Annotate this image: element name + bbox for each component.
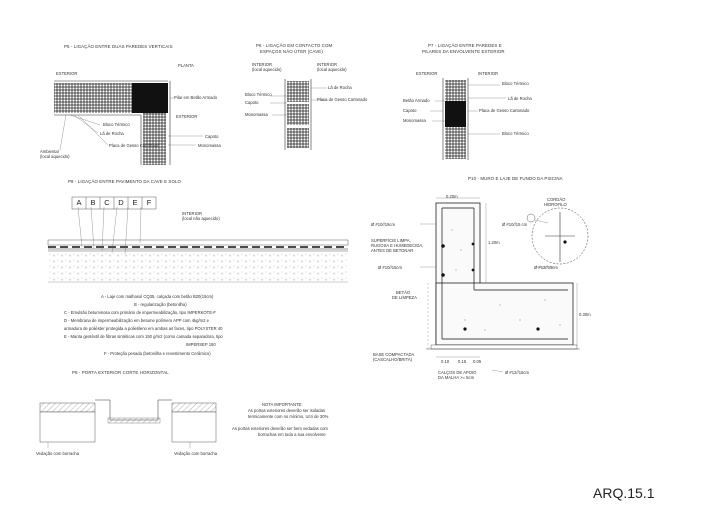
p6-interior-left-sub: (local aquecido) <box>252 67 282 72</box>
p10-dim-side: 0.30m <box>579 312 591 317</box>
p7-placa-label: Placa de Gesso Cartonado <box>479 108 530 113</box>
p8-legend-d: D - Membrana de impermeabilização em betume polímero APP com 4kg/m2 e <box>64 318 209 323</box>
p10-dim-top: 0.20m <box>446 194 458 199</box>
p8-legend-e2: IMPERSEP 150 <box>186 342 216 347</box>
p7-detail <box>430 78 506 160</box>
p8-legend-a: A - Laje com malhasol CQ35, calçada com betão B20(15cm) <box>101 294 214 299</box>
p8-title: P8 - LIGAÇÃO ENTRE PAVIMENTO DA CAVE E SOLO <box>68 179 182 184</box>
p6-interior-right-sub: (local aquecido) <box>317 67 347 72</box>
p9-vedacao-left: Vedação com borracha <box>36 451 80 456</box>
p10-base: BASE COMPACTADA <box>373 352 415 357</box>
p6-detail <box>270 79 327 150</box>
p7-la-label: Lã de Rocha <box>508 96 532 101</box>
p7-title-2: PILARES DA ENVOLVENTE EXTERIOR <box>422 49 505 54</box>
p8-letter-e: E <box>132 198 138 207</box>
p9-title: P9 - PORTA EXTERIOR CORTE HORIZONTAL <box>72 370 169 375</box>
p7-title-1: P7 - LIGAÇÃO ENTRE PAREDES E <box>428 43 502 48</box>
p6-title-1: P6 - LIGAÇÃO EM CONTACTO COM <box>256 43 333 48</box>
p9-note-line-4: borrachas em toda a sua envolvente <box>258 432 326 437</box>
p8-letter-f: F <box>146 198 152 207</box>
p7-capoto-label: Capoto <box>403 108 417 113</box>
p8-legend-f: F - Proteção pesada (betonilha e revestimento Cerâmico) <box>104 351 211 356</box>
p8-letter-c: C <box>104 198 110 207</box>
p10-dim-b2: 0.15 <box>458 359 467 364</box>
p5-placa-label: Placa de Gesso Cartonado <box>109 143 160 148</box>
p6-bloco-label: Bloco Térmico <box>245 92 272 97</box>
p7-interior-label: INTERIOR <box>478 71 499 76</box>
p10-superficie-1: SUPERFÍCIE LIMPA, <box>371 238 411 243</box>
p10-superficie-2: RUGOSA E HUMEDECIDA, <box>371 243 424 248</box>
p5-bloco-label: Bloco Térmico <box>103 122 130 127</box>
p5-la-label: Lã de Rocha <box>100 131 124 136</box>
p6-title-2: ESPAÇOS NÃO ÚTER (CAVE) <box>260 49 323 54</box>
p6-monomassa-label: Monomassa <box>245 112 268 117</box>
p10-betao: BETÃO <box>396 290 411 295</box>
p10-bar-2: Ø #10//15 cm <box>502 222 528 227</box>
p8-legend-b: B - regularização (betonilha) <box>134 302 187 307</box>
p5-capoto-label: Capoto <box>205 134 219 139</box>
p10-bar-4: Ø #12//15cm <box>534 265 558 270</box>
p7-monomassa-label: Monomassa <box>403 118 426 123</box>
p7-exterior-label: EXTERIOR <box>416 71 438 76</box>
p10-cordao-sub: HIDROFILO <box>544 202 567 207</box>
p10-bar-5: Ø #12//15cm <box>505 370 529 375</box>
p5-ambiente-sub: (local aquecido) <box>40 154 70 159</box>
p5-pilar-label: Pilar em Betão Armado <box>174 95 218 100</box>
p8-detail <box>48 197 348 282</box>
p10-base-sub: (CASCALHO/BRITA) <box>373 357 413 362</box>
p8-legend-c: C - Emulsão betuminosa com primário de impermeabilização, tipo IMPERKOTE-F <box>64 310 216 315</box>
p8-letter-d: D <box>118 198 124 207</box>
p7-bloco-label: Bloco Térmico <box>502 81 529 86</box>
p9-note-line-3: As portas exteriores deverão ser bem vedadas com <box>232 426 328 431</box>
p10-dim-b1: 0.10 <box>441 359 450 364</box>
p8-letter-a: A <box>76 198 82 207</box>
p7-bloco-label-2: Bloco Térmico <box>502 131 529 136</box>
p10-calcos: CALÇOS DE APOIO <box>438 370 477 375</box>
p10-betao-sub: DE LIMPEZA <box>392 295 417 300</box>
p10-dim-120: 1.20m <box>488 240 500 245</box>
p6-interior-left: INTERIOR <box>252 62 273 67</box>
p6-interior-right: INTERIOR <box>317 62 338 67</box>
p8-letter-b: B <box>90 198 96 207</box>
p6-placa-label: Placa de Gesso Cartonado <box>317 97 368 102</box>
p8-interior-label: INTERIOR <box>182 211 203 216</box>
p10-superficie-3: ANTES DE BETONAR <box>371 248 414 253</box>
p10-title: P10 - MURO E LAJE DE FUNDO DA PISCINA <box>468 176 563 181</box>
sheet-code: ARQ.15.1 <box>593 485 655 501</box>
p9-detail <box>40 400 216 448</box>
p10-calcos-sub: DA MALHA >= 5cm <box>438 375 475 380</box>
p9-vedacao-right: Vedação com borracha <box>174 451 218 456</box>
p8-legend-e: E - Manta geotêxtil de fibras sintéticas com 150 g/m2 (como camada separadora, tipo <box>64 334 223 339</box>
p8-legend-d2: armadura de poliéster protegida a polietileno em ambas as faces, tipo POLYSTER 40 <box>64 326 223 331</box>
p10-cordao: CORDÃO <box>547 197 566 202</box>
p5-planta-label: PLANTA <box>178 63 194 68</box>
p9-note-title: NOTA IMPORTANTE: <box>262 402 303 407</box>
p9-note-line-1: As portas exteriores deverão ser isoladas <box>248 408 326 413</box>
p8-interior-sub: (local não aquecido) <box>182 216 220 221</box>
p5-monomassa-label: Monomassa <box>198 143 221 148</box>
p5-ambiente-label: Ambiental <box>40 149 59 154</box>
p10-bar-3: Ø #10//15cm <box>378 265 402 270</box>
p5-exterior-label-2: EXTERIOR <box>176 114 198 119</box>
p5-title: P5 - LIGAÇÃO ENTRE DUAS PAREDES VERTICAIS <box>64 44 173 49</box>
p5-exterior-label: EXTERIOR <box>56 71 78 76</box>
p6-la-label: Lã de Rocha <box>328 85 352 90</box>
p10-dim-b3: 0.05 <box>473 359 482 364</box>
p6-capoto-label: Capoto <box>245 100 259 105</box>
p9-note-line-2: termicamente com no mínimo, Ucri de 30% <box>248 414 329 419</box>
p7-betao-label: Betão Armado <box>403 98 430 103</box>
p10-bar-1: Ø #10//15cm <box>371 222 395 227</box>
